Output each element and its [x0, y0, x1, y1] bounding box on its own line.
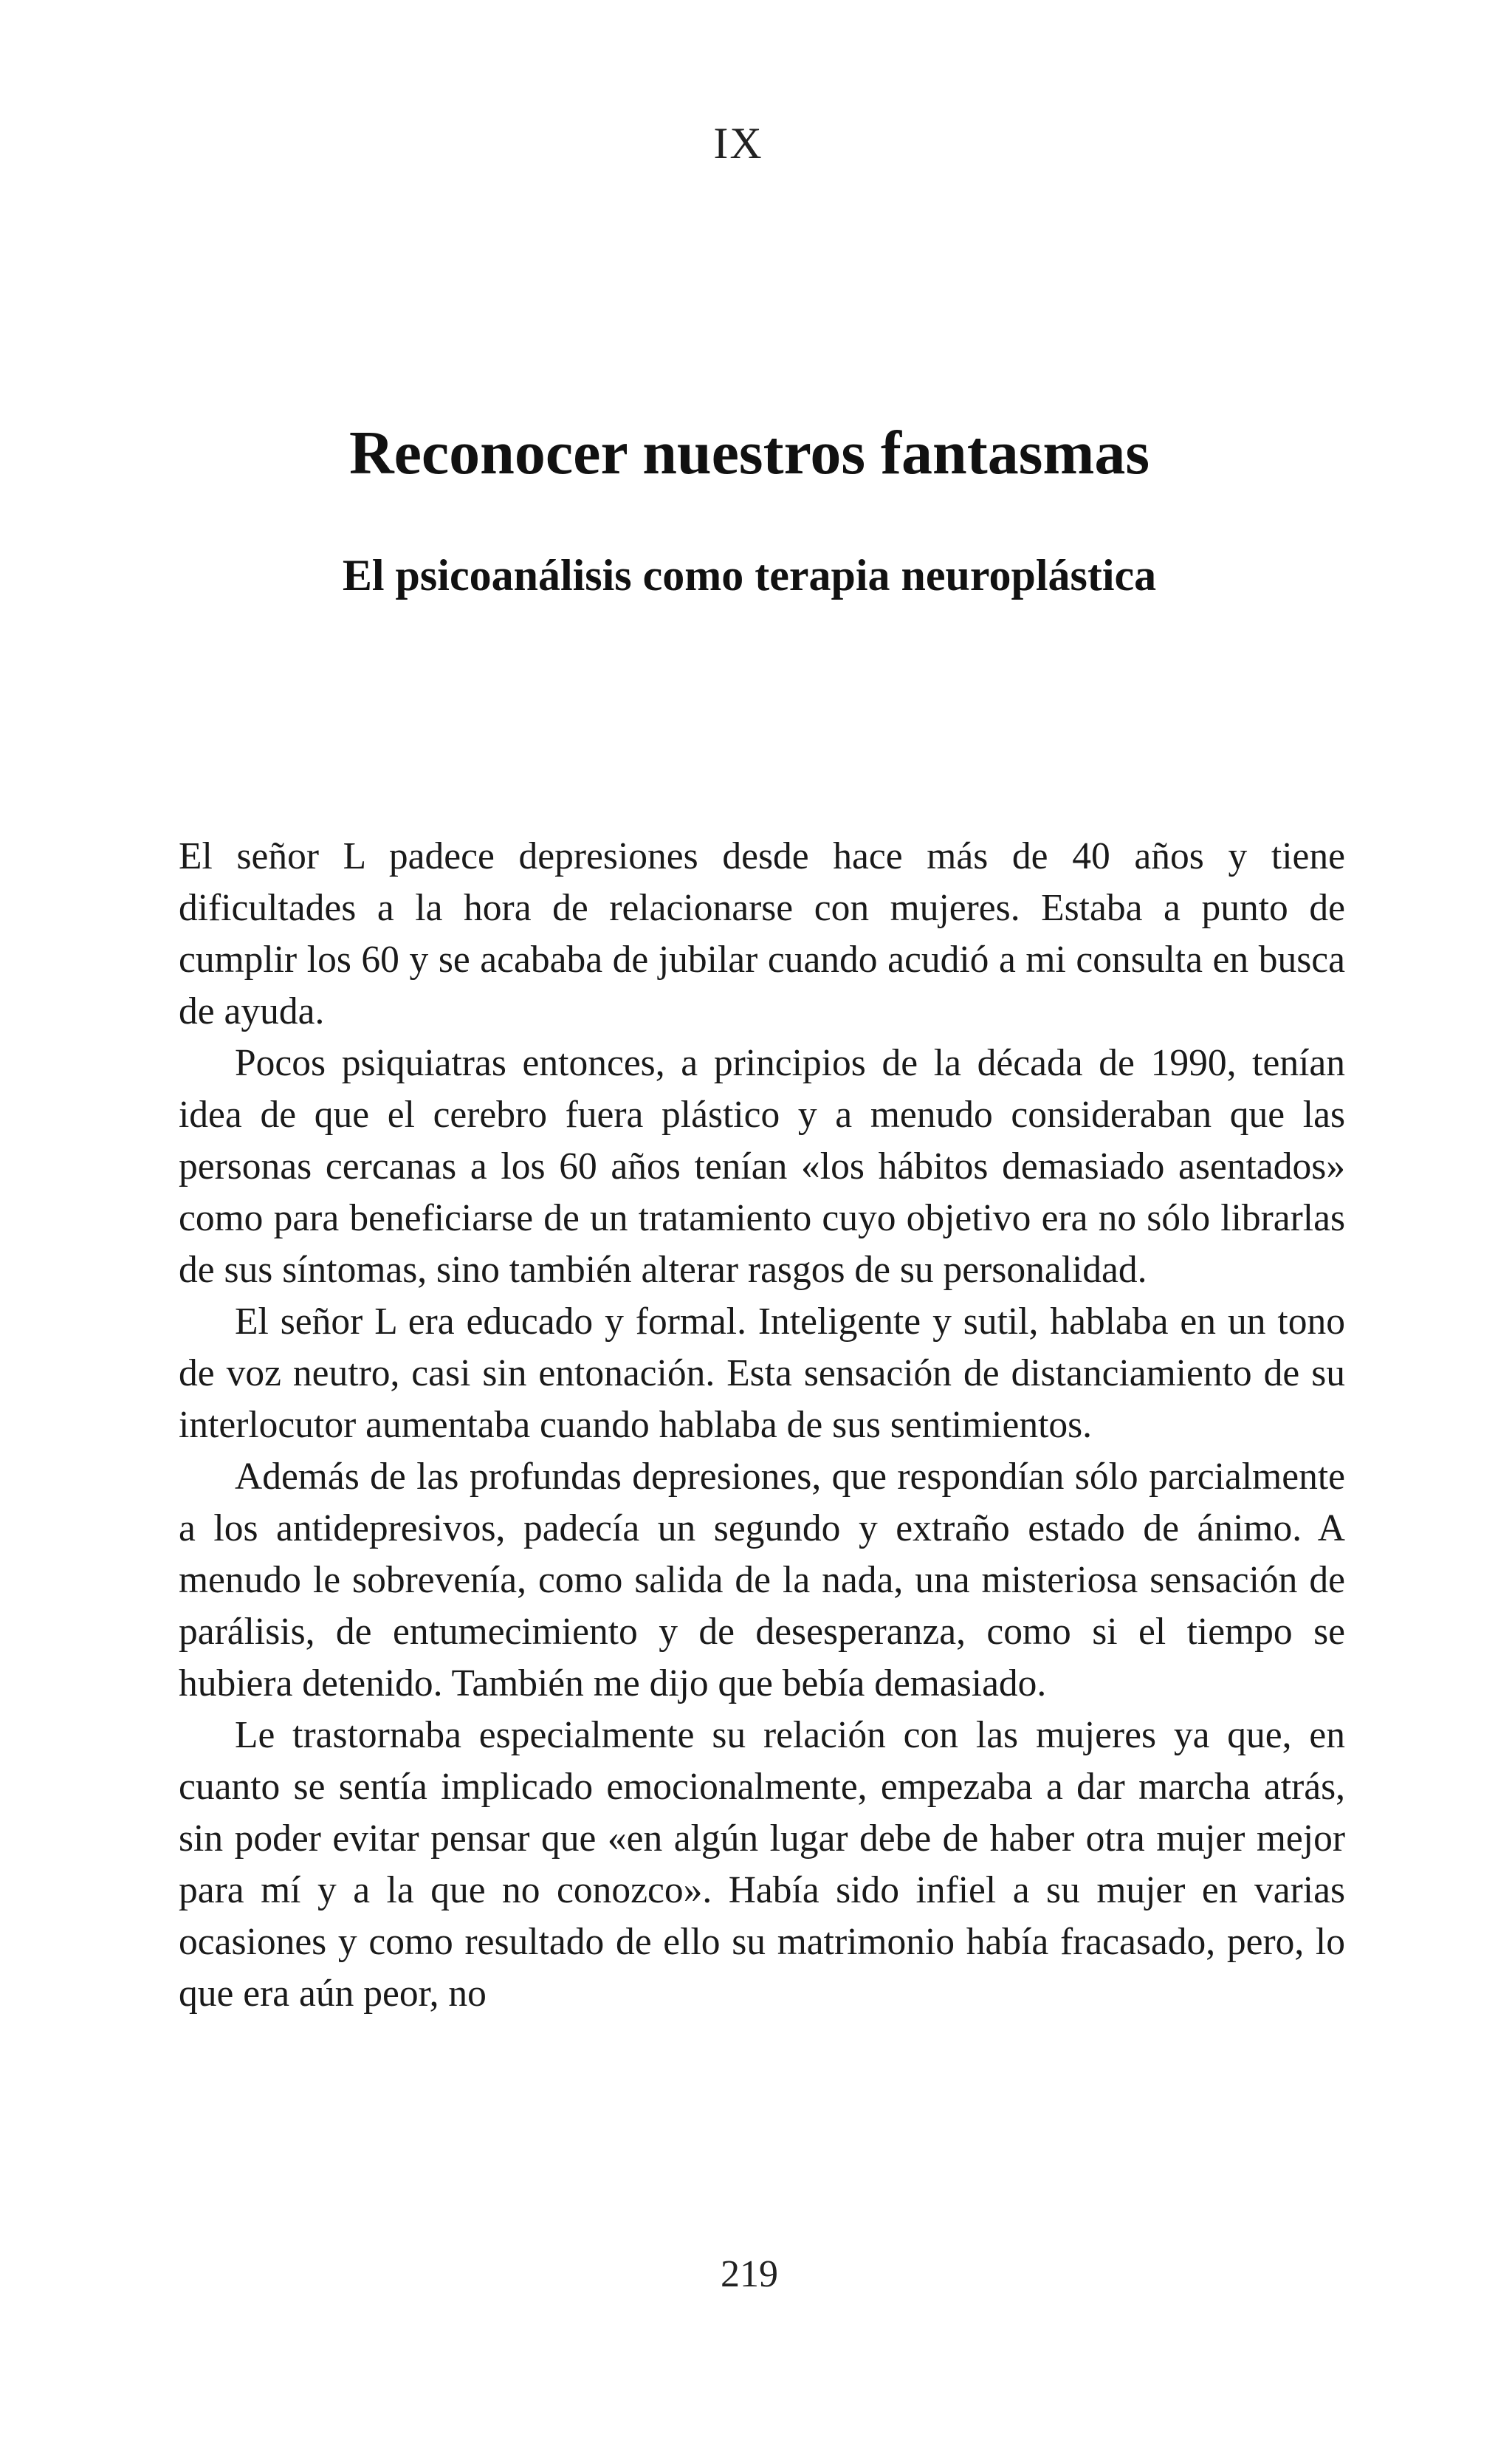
paragraph-3: El señor L era educado y formal. Inteligente y sutil, hablaba en un tono de voz neutro, casi sin entonación. Esta sensación de distanciamiento de su interlocutor aumentaba cuando hablaba de sus sentimientos.: [179, 1301, 1345, 1446]
chapter-title: Reconocer nuestros fantasmas: [348, 419, 1150, 487]
page-number: 219: [721, 2253, 778, 2295]
chapter-number: IX: [713, 119, 763, 168]
paragraph-1: El señor L padece depresiones desde hace más de 40 años y tiene dificultades a la hora de relacionarse con mujeres. Estaba a punto de cumplir los 60 y se acababa de jubilar cuando acudió a mi consulta en busca de ayuda.: [179, 835, 1345, 1032]
paragraph-2: Pocos psiquiatras entonces, a principios de la década de 1990, tenían idea de que el cerebro fuera plástico y a menudo consideraban que las personas cercanas a los 60 años tenían «los hábitos demasiado asentados» como para beneficiarse de un tratamiento cuyo objetivo era no sólo librarlas de sus síntomas, sino también alterar rasgos de su personalidad.: [179, 1042, 1345, 1291]
body-text: [179, 831, 1345, 2020]
paragraph-4: Además de las profundas depresiones, que respondían sólo parcialmente a los antidepresivos, padecía un segundo y extraño estado de ánimo. A menudo le sobrevenía, como salida de la nada, una misteriosa sensación de parálisis, de entumecimiento y de desesperanza, como si el tiempo se hubiera detenido. También me dijo que bebía demasiado.: [179, 1456, 1345, 1704]
chapter-subtitle: El psicoanálisis como terapia neuroplástica: [342, 551, 1157, 600]
paragraph-5: Le trastornaba especialmente su relación con las mujeres ya que, en cuanto se sentía implicado emocionalmente, empezaba a dar marcha atrás, sin poder evitar pensar que «en algún lugar debe de haber otra mujer mejor para mí y a la que no conozco». Había sido infiel a su mujer en varias ocasiones y como resultado de ello su matrimonio había fracasado, pero, lo que era aún peor, no: [179, 1714, 1345, 2015]
